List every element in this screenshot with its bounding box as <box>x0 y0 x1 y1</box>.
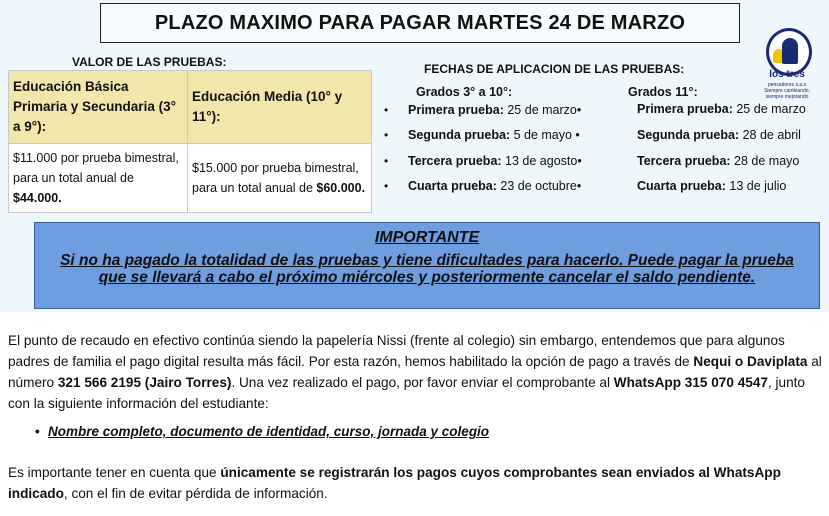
group-b-row-4: Cuarta prueba: 13 de julio <box>637 179 787 193</box>
group-a-label: Grados 3° a 10°: <box>416 85 513 99</box>
bullet-icon: • <box>35 424 40 439</box>
bullet-icon: • <box>384 103 389 117</box>
group-a-row-4: Cuarta prueba: 23 de octubre• <box>408 179 582 193</box>
prices-header-basic: Educación Básica Primaria y Secundaria (3° a 9°): <box>9 71 188 144</box>
payment-paragraph: El punto de recaudo en efectivo continúa siendo la papelería Nissi (frente al colegio) sin embargo, entendemos que para algunos padres de familia el pago digital resulta más fácil. Por esta razón, hemos habilitado la opción de pago a través de Nequi o Daviplata al número 321 566 2195 (Jairo Torres). Una vez realizado el pago, por favor enviar el comprobante al WhatsApp 315 070 4547, junto con la siguiente información del estudiante: <box>8 333 822 411</box>
important-body: Si no ha pagado la totalidad de las pruebas y tiene dificultades para hacerlo. Puede pagar la prueba que se llevará a cabo el próximo miércoles y posteriormente cancelar el saldo pendiente. <box>60 252 794 286</box>
group-b-row-3: Tercera prueba: 28 de mayo <box>637 154 800 168</box>
logo-brand: los tres <box>769 69 805 80</box>
required-info-item: Nombre completo, documento de identidad, curso, jornada y colegio <box>48 424 490 439</box>
prices-cell-basic: $11.000 por prueba bimestral, para un total anual de $44.000. <box>9 144 188 213</box>
bullet-icon: • <box>384 128 389 142</box>
group-a-row-3: Tercera prueba: 13 de agosto• <box>408 154 582 168</box>
prices-header-media: Educación Media (10° y 11°): <box>188 71 372 144</box>
school-logo <box>756 28 818 100</box>
notice-paragraph: Es importante tener en cuenta que únicamente se registrarán los pagos cuyos comprobantes sean enviados al WhatsApp indicado, con el fin de evitar pérdida de información. <box>8 465 781 501</box>
group-b-row-2: Segunda prueba: 28 de abril <box>637 128 801 142</box>
page-title: PLAZO MAXIMO PARA PAGAR MARTES 24 DE MARZO <box>100 3 740 43</box>
logo-tagline: pensadores s.a.s Siempre cambiando, siempre mejorando <box>764 82 810 100</box>
important-title: IMPORTANTE <box>374 229 480 246</box>
group-b-label: Grados 11°: <box>628 85 698 99</box>
bullet-icon: • <box>384 179 389 193</box>
prices-heading: VALOR DE LAS PRUEBAS: <box>72 55 227 69</box>
dates-heading: FECHAS DE APLICACION DE LAS PRUEBAS: <box>424 62 685 76</box>
important-notice <box>34 222 820 309</box>
prices-cell-media: $15.000 por prueba bimestral, para un total anual de $60.000. <box>188 144 372 213</box>
group-b-row-1: Primera prueba: 25 de marzo <box>637 102 806 116</box>
bullet-icon: • <box>384 154 389 168</box>
prices-table <box>8 70 372 213</box>
group-a-row-2: Segunda prueba: 5 de mayo • <box>408 128 580 142</box>
group-a-row-1: Primera prueba: 25 de marzo• <box>408 103 582 117</box>
